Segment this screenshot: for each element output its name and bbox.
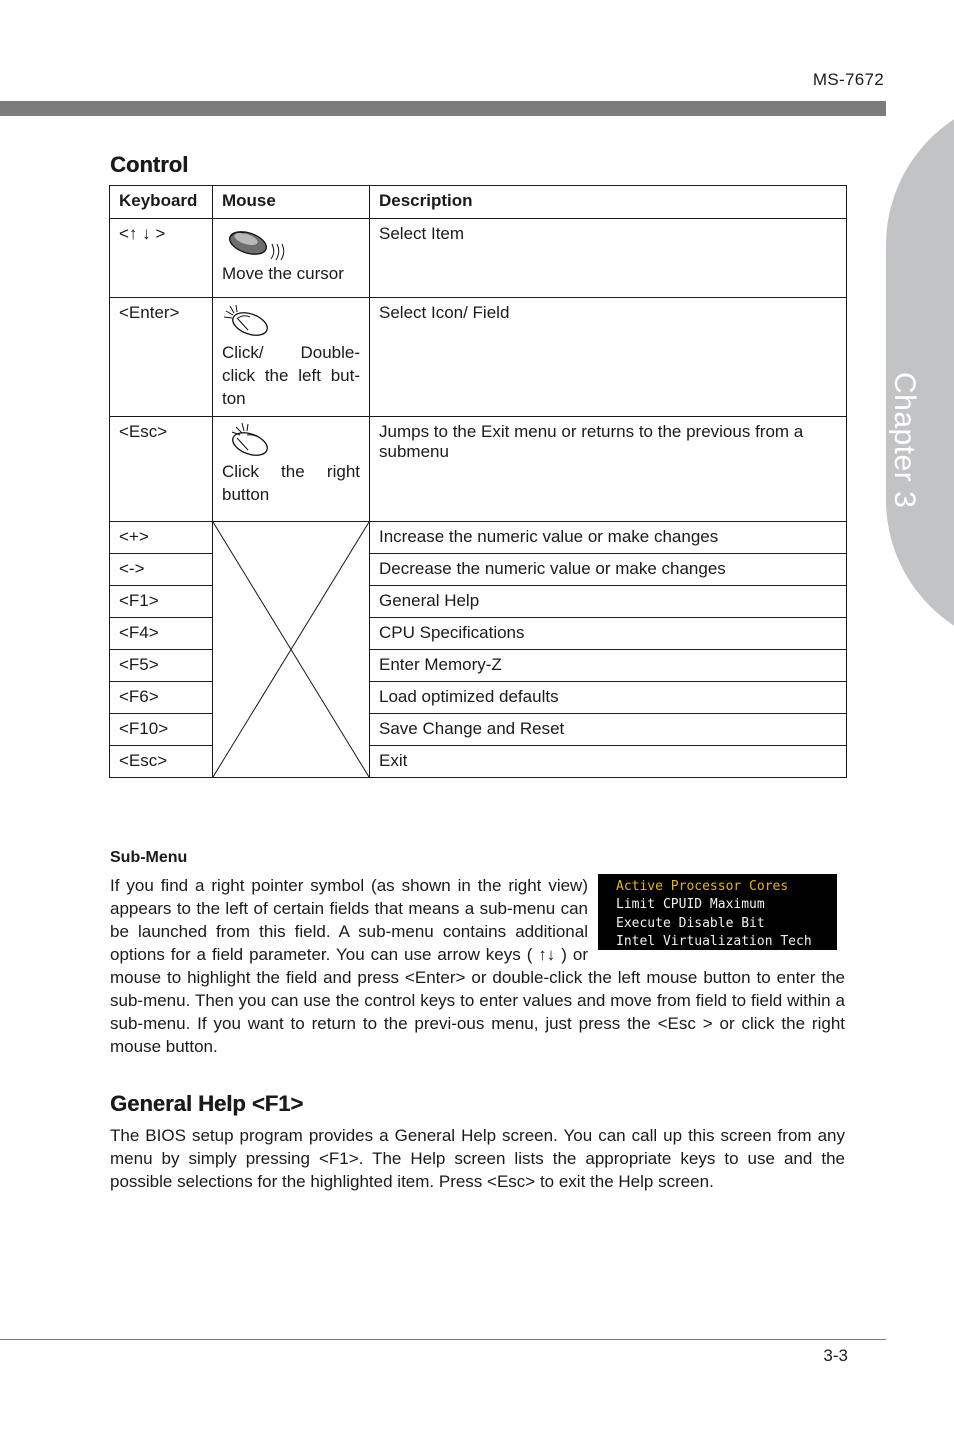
description-cell: Increase the numeric value or make changes bbox=[370, 522, 847, 554]
column-header-keyboard: Keyboard bbox=[110, 186, 213, 219]
bios-line: Limit CPUID Maximum bbox=[616, 897, 765, 913]
mouse-action-text: Click/ Double-click the left but-ton bbox=[222, 343, 360, 408]
description-cell: General Help bbox=[370, 586, 847, 618]
cross-out-mark bbox=[213, 522, 369, 777]
bios-line: Execute Disable Bit bbox=[616, 915, 765, 931]
description-cell: Select Item bbox=[370, 219, 847, 298]
key-cell: <Enter> bbox=[110, 298, 213, 417]
bios-line-highlighted: Active Processor Cores bbox=[616, 879, 789, 894]
description-cell: Jumps to the Exit menu or returns to the previous from a submenu bbox=[370, 417, 847, 522]
chapter-label bbox=[887, 372, 921, 508]
mouse-not-applicable-cell bbox=[213, 522, 370, 778]
mouse-cell bbox=[213, 219, 370, 298]
table-row bbox=[110, 522, 847, 554]
key-cell: <F1> bbox=[110, 586, 213, 618]
table-row bbox=[110, 219, 847, 298]
submenu-paragraph: If you find a right pointer symbol (as shown in the right view) appears to the left of certain fields that means a sub-menu can be launched from this field. A sub-menu contains additional options for a field parameter. You can use arrow keys ( ↑↓ ) or mouse to highlight the field and press <Enter> or double-click the left mouse button to enter the sub-menu. Then you can use the control keys to enter values and move from field to field within a sub-menu. If you want to return to the previ-ous menu, just press the <Esc > or click the right mouse button. bbox=[110, 876, 845, 1056]
submenu-paragraph-block bbox=[110, 874, 845, 1058]
mouse-action-text: Move the cursor bbox=[222, 264, 344, 283]
description-cell: Select Icon/ Field bbox=[370, 298, 847, 417]
column-header-mouse: Mouse bbox=[213, 186, 370, 219]
key-cell: <F10> bbox=[110, 714, 213, 746]
key-cell: <F4> bbox=[110, 618, 213, 650]
footer-rule bbox=[0, 1339, 886, 1340]
submenu-heading: Sub-Menu bbox=[110, 849, 188, 866]
general-help-paragraph: The BIOS setup program provides a General Help screen. You can call up this screen from any menu by simply pressing <F1>. The Help screen lists the appropriate keys to use and the possible selections for the highlighted item. Press <Esc> to exit the Help screen. bbox=[110, 1126, 845, 1191]
bios-submenu-preview bbox=[598, 874, 837, 950]
description-cell: Decrease the numeric value or make changes bbox=[370, 554, 847, 586]
chapter-number: 3 bbox=[888, 491, 921, 509]
table-row bbox=[110, 417, 847, 522]
description-cell: Save Change and Reset bbox=[370, 714, 847, 746]
page-number: 3-3 bbox=[823, 1346, 848, 1365]
control-heading: Control bbox=[110, 152, 189, 177]
key-cell: <-> bbox=[110, 554, 213, 586]
key-cell: <↑ ↓ > bbox=[110, 219, 213, 298]
description-cell: CPU Specifications bbox=[370, 618, 847, 650]
mouse-cell bbox=[213, 417, 370, 522]
column-header-description: Description bbox=[370, 186, 847, 219]
model-number: MS-7672 bbox=[812, 70, 884, 89]
description-cell: Enter Memory-Z bbox=[370, 650, 847, 682]
mouse-cell bbox=[213, 298, 370, 417]
key-cell: <F6> bbox=[110, 682, 213, 714]
description-cell: Exit bbox=[370, 746, 847, 778]
mouse-action-text: Click the right button bbox=[222, 462, 360, 504]
table-header-row bbox=[110, 186, 847, 219]
mouse-move-icon bbox=[222, 224, 360, 262]
description-cell: Load optimized defaults bbox=[370, 682, 847, 714]
table-row bbox=[110, 298, 847, 417]
submenu-example-screenshot bbox=[598, 874, 837, 950]
control-table bbox=[109, 185, 847, 778]
key-cell: <+> bbox=[110, 522, 213, 554]
mouse-left-click-icon bbox=[222, 303, 360, 341]
chapter-word: Chapter bbox=[888, 372, 921, 483]
header-bar bbox=[0, 101, 886, 116]
key-cell: <F5> bbox=[110, 650, 213, 682]
key-cell: <Esc> bbox=[110, 746, 213, 778]
bios-line: Intel Virtualization Tech bbox=[616, 934, 812, 950]
mouse-right-click-icon bbox=[222, 422, 360, 460]
general-help-heading: General Help <F1> bbox=[110, 1091, 304, 1116]
key-cell: <Esc> bbox=[110, 417, 213, 522]
